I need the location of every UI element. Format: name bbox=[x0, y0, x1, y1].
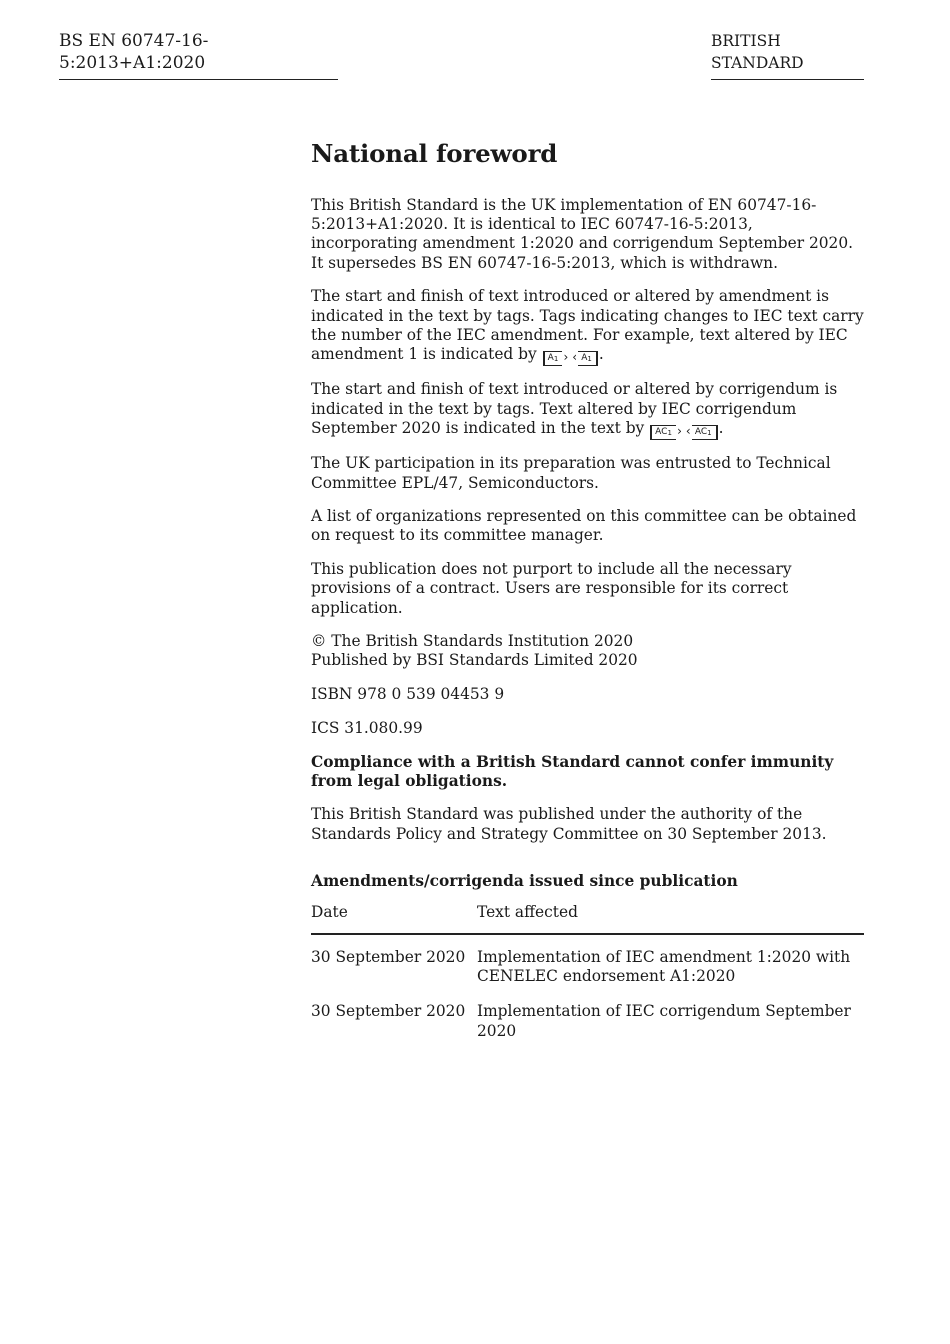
compliance-notice: Compliance with a British Standard cannot confer immunity from legal obligations. bbox=[311, 752, 834, 790]
foreword-content bbox=[311, 138, 864, 1041]
column-header-text-affected: Text affected bbox=[477, 903, 864, 934]
paragraph-committee: The UK participation in its preparation was entrusted to Technical Committee EPL/47, Semiconductors. bbox=[311, 454, 831, 492]
table-row bbox=[311, 934, 864, 1002]
paragraph-amendment-text: The start and finish of text introduced or altered by amendment is indicated in the text by tags. Tags indicating changes to IEC text carry the number of the IEC amendment. For example, text altered by IEC amendment 1 is indicated by bbox=[311, 287, 864, 363]
corrigendum-open-tag-icon: $AC_1$ › bbox=[650, 425, 676, 440]
amendment-date: 30 September 2020 bbox=[311, 1002, 466, 1021]
document-code: BS EN 60747-16-5:2013+A1:2020 bbox=[59, 30, 338, 80]
paragraph-organizations: A list of organizations represented on this committee can be obtained on request to its committee manager. bbox=[311, 507, 857, 545]
isbn: ISBN 978 0 539 04453 9 bbox=[311, 685, 505, 704]
page-title: National foreword bbox=[311, 139, 558, 168]
table-header-row bbox=[311, 903, 864, 934]
paragraph-corrigendum-text: The start and finish of text introduced or altered by corrigendum is indicated in the text by tags. Text altered by IEC corrigendum September 2020 is indicated in the text by bbox=[311, 380, 838, 437]
amendment-text: Implementation of IEC amendment 1:2020 with CENELEC endorsement A1:2020 bbox=[477, 948, 851, 986]
paragraph-implementation: This British Standard is the UK implementation of EN 60747-16-5:2013+A1:2020. It is identical to IEC 60747-16-5:2013, incorporating amendment 1:2020 and corrigendum September 2020. It supersedes BS EN 60747-16-5:2013, which is withdrawn. bbox=[311, 196, 854, 272]
paragraph-corrigendum-tags: The start and finish of text introduced or altered by corrigendum is indicated in the text by tags. Text altered by IEC corrigendum September 2020 is indicated in the text by $AC_1$ › ‹ $AC_1$ . bbox=[311, 380, 864, 439]
paragraph-disclaimer: This publication does not purport to include all the necessary provisions of a contract. Users are responsible for its correct application. bbox=[311, 560, 792, 617]
copyright-line: © The British Standards Institution 2020 bbox=[311, 632, 634, 651]
amendments-table bbox=[311, 903, 864, 1041]
column-header-date: Date bbox=[311, 903, 477, 934]
publisher-line: Published by BSI Standards Limited 2020 bbox=[311, 651, 638, 670]
amendment-close-tag-icon: ‹ $A_1$ bbox=[578, 351, 598, 366]
authority-statement: This British Standard was published under the authority of the Standards Policy and Strategy Committee on 30 September 2013. bbox=[311, 805, 827, 843]
ics-code: ICS 31.080.99 bbox=[311, 718, 423, 737]
amendment-date: 30 September 2020 bbox=[311, 948, 466, 967]
corrigendum-close-tag-icon: ‹ $AC_1$ bbox=[692, 425, 718, 440]
amendment-text: Implementation of IEC corrigendum September 2020 bbox=[477, 1002, 851, 1040]
table-row bbox=[311, 1002, 864, 1040]
standard-type-label: BRITISH STANDARD bbox=[711, 30, 864, 80]
copyright-block bbox=[311, 632, 864, 670]
paragraph-amendment-tags: The start and finish of text introduced or altered by amendment is indicated in the text by tags. Tags indicating changes to IEC text carry the number of the IEC amendment. For example, text altered by IEC amendment 1 is indicated by $A_1$ › ‹ $A_1$ . bbox=[311, 287, 864, 366]
amendments-title: Amendments/corrigenda issued since publication bbox=[311, 871, 738, 890]
amendment-open-tag-icon: $A_1$ › bbox=[543, 351, 563, 366]
